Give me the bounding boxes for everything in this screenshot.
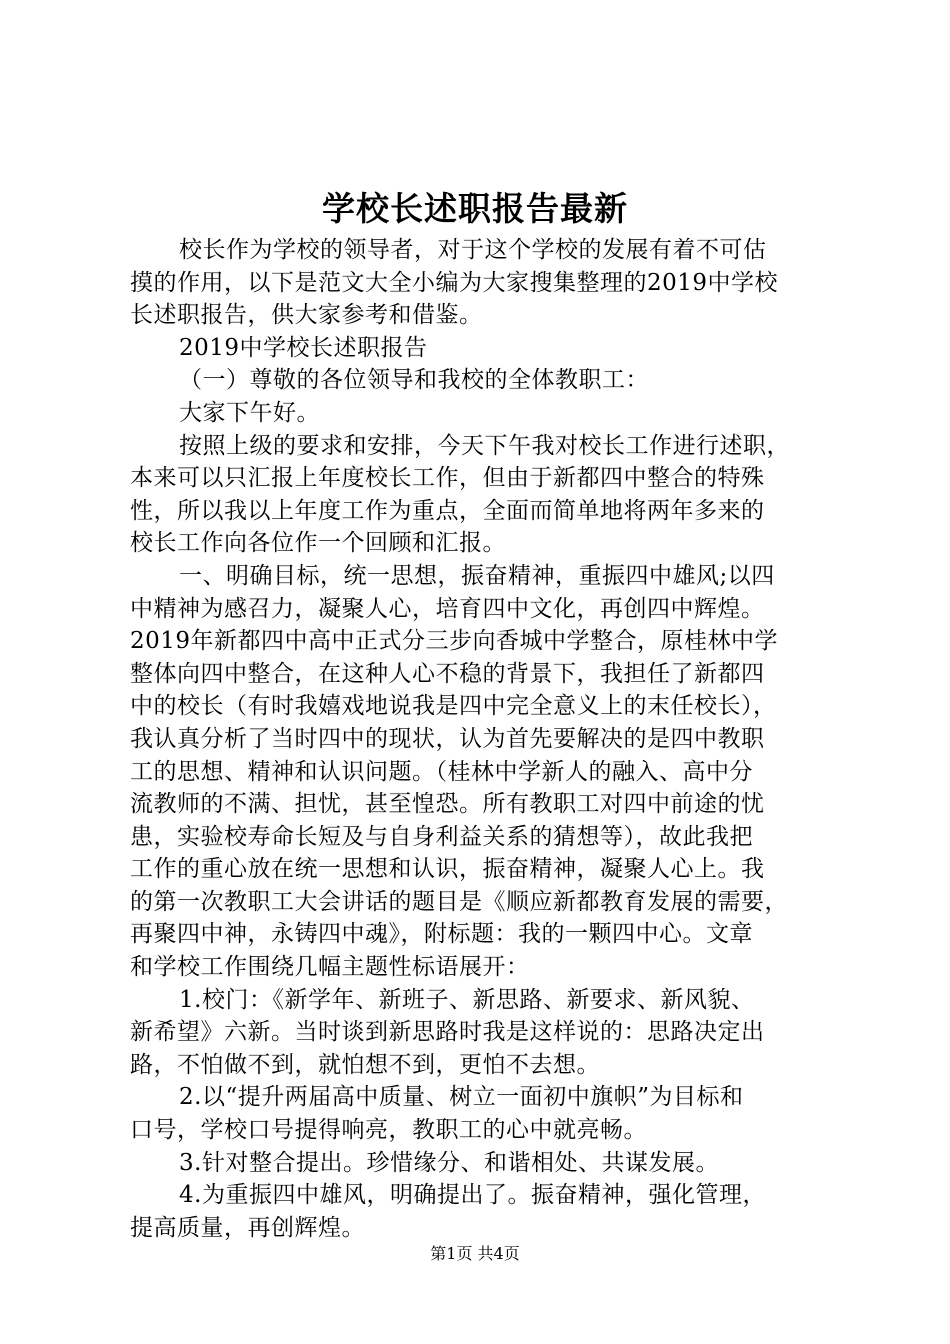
paragraph-line: 我认真分析了当时四中的现状，认为首先要解决的是四中教职 xyxy=(130,725,765,752)
paragraph-line: 流教师的不满、担忧，甚至惶恐。所有教职工对四中前途的忧 xyxy=(130,791,765,818)
paragraph-line: 2019年新都四中高中正式分三步向香城中学整合，原桂林中学 xyxy=(130,628,779,655)
paragraph-line: 摸的作用，以下是范文大全小编为大家搜集整理的2019中学校 xyxy=(130,269,779,296)
paragraph-line: 新希望》六新。当时谈到新思路时我是这样说的：思路决定出 xyxy=(130,1019,765,1046)
paragraph-line: 和学校工作围绕几幅主题性标语展开： xyxy=(130,954,530,981)
paragraph-line: 口号，学校口号提得响亮，教职工的心中就亮畅。 xyxy=(130,1117,647,1144)
paragraph-line: 再聚四中神，永铸四中魂》，附标题：我的一颗四中心。文章 xyxy=(130,921,753,948)
paragraph-line: 中精神为感召力，凝聚人心，培育四中文化，再创四中辉煌。 xyxy=(130,595,765,622)
paragraph-line: 中的校长（有时我嬉戏地说我是四中完全意义上的末任校长）， xyxy=(130,693,777,720)
paragraph-line: 路，不怕做不到，就怕想不到，更怕不去想。 xyxy=(130,1051,600,1078)
paragraph-line: 的第一次教职工大会讲话的题目是《顺应新都教育发展的需要， xyxy=(130,888,788,915)
paragraph-line: 校长作为学校的领导者，对于这个学校的发展有着不可估 xyxy=(179,237,767,263)
paragraph-line: 本来可以只汇报上年度校长工作，但由于新都四中整合的特殊 xyxy=(130,465,765,492)
list-item-line: 2.以“提升两届高中质量、树立一面初中旗帜”为目标和 xyxy=(179,1084,744,1111)
paragraph-line: 校长工作向各位作一个回顾和汇报。 xyxy=(130,530,506,557)
page-number-footer: 第1页 共4页 xyxy=(430,1244,520,1263)
paragraph-line: 工作的重心放在统一思想和认识，振奋精神，凝聚人心上。我 xyxy=(130,856,765,883)
paragraph-line: 长述职报告，供大家参考和借鉴。 xyxy=(130,302,483,329)
document-body xyxy=(130,234,834,1244)
list-item-line: 1.校门：《新学年、新班子、新思路、新要求、新风貌、 xyxy=(179,986,755,1013)
paragraph-line: 患，实验校寿命长短及与自身利益关系的猜想等），故此我把 xyxy=(130,823,753,850)
list-item-line: 4.为重振四中雄风，明确提出了。振奋精神，强化管理， xyxy=(179,1182,766,1209)
paragraph-line: 整体向四中整合，在这种人心不稳的背景下，我担任了新都四 xyxy=(130,660,765,687)
paragraph-line: 大家下午好。 xyxy=(179,399,320,426)
paragraph-line: 性，所以我以上年度工作为重点，全面而简单地将两年多来的 xyxy=(130,497,765,524)
paragraph-line: 一、明确目标，统一思想，振奋精神，重振四中雄风;以四 xyxy=(179,562,775,589)
list-item-line: 3.针对整合提出。珍惜缘分、和谐相处、共谋发展。 xyxy=(179,1149,719,1176)
document-title: 学校长述职报告最新 xyxy=(322,189,628,228)
paragraph-line: 提高质量，再创辉煌。 xyxy=(130,1214,365,1241)
subtitle-line: 2019中学校长述职报告 xyxy=(179,334,428,361)
paragraph-line: 工的思想、精神和认识问题。（桂林中学新人的融入、高中分 xyxy=(130,758,753,785)
paragraph-line: 按照上级的要求和安排，今天下午我对校长工作进行述职， xyxy=(179,432,790,459)
paragraph-line: （一）尊敬的各位领导和我校的全体教职工： xyxy=(179,367,649,394)
